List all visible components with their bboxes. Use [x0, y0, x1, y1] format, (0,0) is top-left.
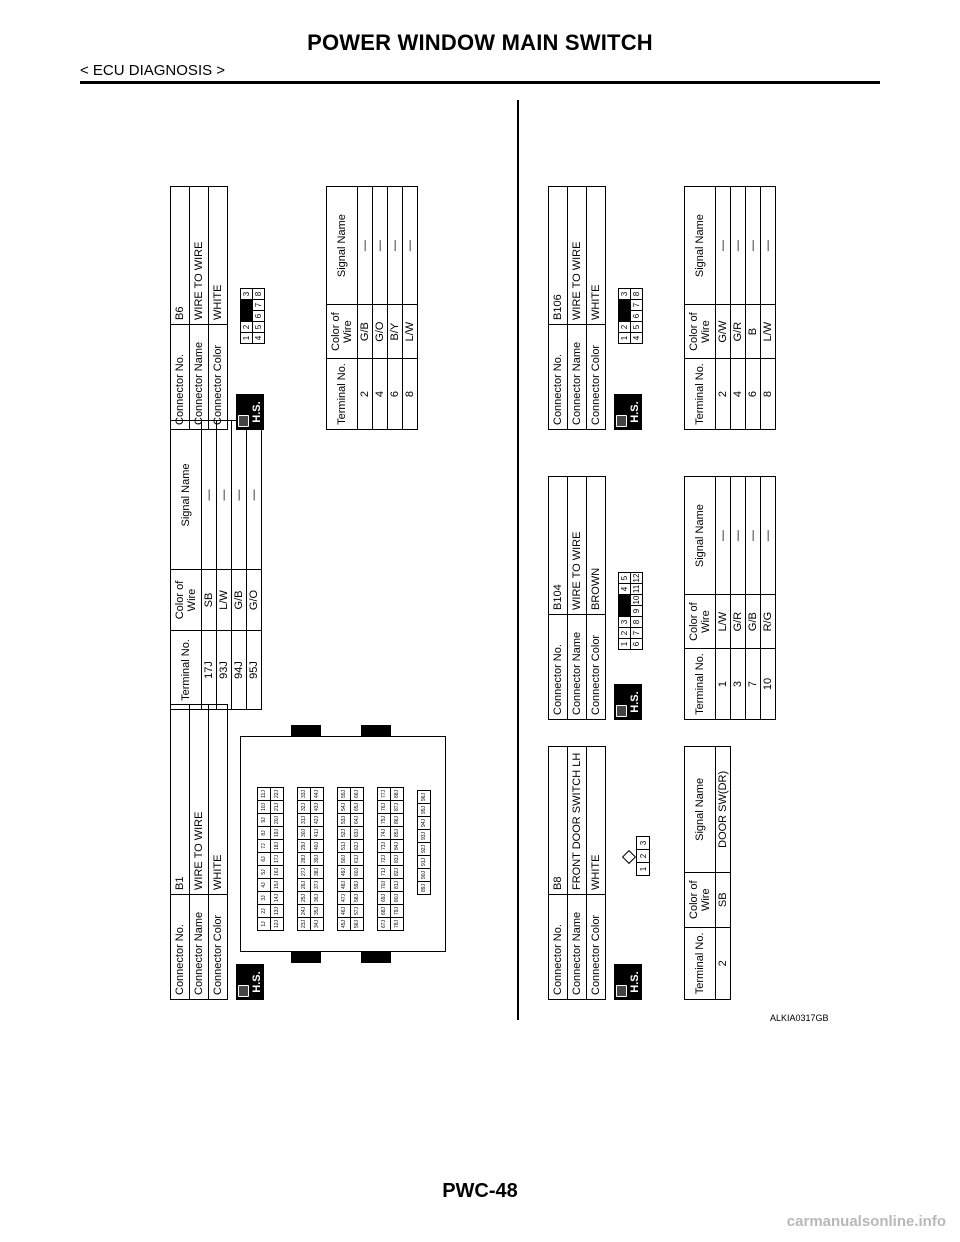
- table-row: 10 R/G —: [761, 477, 776, 720]
- b6-signal-table: Terminal No. Color of Wire Signal Name 2 G/B — 4 G/O — 6 B/Y — 8 L/W —: [326, 186, 418, 430]
- table-row: 4 G/O —: [373, 187, 388, 430]
- table-row: 7 G/B —: [746, 477, 761, 720]
- label-connector-no: Connector No.: [171, 895, 190, 1000]
- b106-connector-info: [548, 186, 606, 430]
- b8-color: WHITE: [587, 747, 606, 895]
- page-title: POWER WINDOW MAIN SWITCH: [307, 30, 653, 55]
- b1-name: WIRE TO WIRE: [190, 705, 209, 895]
- b106-no: B106: [549, 187, 568, 325]
- table-row: 4 G/R —: [731, 187, 746, 430]
- hs-badge: H.S.: [614, 684, 642, 720]
- b1-pin-block: 1J 2J 3J 4J 5J 6J 7J 8J 9J 10J 11J 12J 13J 14J 15J 16J 17J 18J 19J 20J 21J 22J: [257, 787, 284, 931]
- b1-connector-diagram: [240, 736, 446, 952]
- b6-name: WIRE TO WIRE: [190, 187, 209, 325]
- b104-name: WIRE TO WIRE: [568, 477, 587, 615]
- table-row: 8 L/W —: [761, 187, 776, 430]
- table-row: 3 G/R —: [731, 477, 746, 720]
- label-connector-color: Connector Color: [587, 325, 606, 430]
- b104-no: B104: [549, 477, 568, 615]
- watermark: carmanualsonline.info: [786, 1213, 946, 1230]
- connector-tab: [291, 725, 321, 737]
- label-connector-color: Connector Color: [587, 895, 606, 1000]
- column-divider: [517, 100, 519, 1020]
- b8-no: B8: [549, 747, 568, 895]
- table-row: 17J SB —: [202, 421, 217, 710]
- hs-badge: H.S.: [614, 964, 642, 1000]
- header-rule: [80, 81, 880, 84]
- b1-no: B1: [171, 705, 190, 895]
- figure-code: ALKIA0317GB: [770, 1013, 829, 1023]
- label-connector-name: Connector Name: [190, 325, 209, 430]
- b8-name: FRONT DOOR SWITCH LH: [568, 747, 587, 895]
- hs-badge: H.S.: [236, 394, 264, 430]
- b1-pin-block: 89J 90J 91J 92J 93J 94J 95J 96J: [417, 790, 431, 895]
- b1-pin-block: 45J 46J 47J 48J 49J 50J 51J 52J 53J 54J 55J 56J 57J 58J 59J 60J 61J 62J 63J 64J 65J 66J: [337, 787, 364, 931]
- b104-signal-table: Terminal No. Color of Wire Signal Name 1 L/W — 3 G/R — 7 G/B — 10 R/G —: [684, 476, 776, 720]
- breadcrumb: < ECU DIAGNOSIS >: [80, 62, 226, 79]
- b106-signal-table: Terminal No. Color of Wire Signal Name 2 G/W — 4 G/R — 6 B — 8 L/W —: [684, 186, 776, 430]
- hs-badge: H.S.: [236, 964, 264, 1000]
- b8-pin-diagram: 1 2 3: [636, 836, 650, 876]
- label-connector-name: Connector Name: [568, 615, 587, 720]
- connector-icon: [238, 415, 249, 427]
- diamond-lock-icon: [622, 850, 636, 864]
- label-connector-name: Connector Name: [190, 895, 209, 1000]
- label-connector-no: Connector No.: [549, 615, 568, 720]
- b6-no: B6: [171, 187, 190, 325]
- b106-pin-diagram: 1 2 3 4 5 6 7 8: [618, 288, 643, 344]
- b104-connector-info: [548, 476, 606, 720]
- b1-connector-info: [170, 704, 228, 1000]
- panel-b104: [548, 476, 774, 720]
- col-terminal-no: Terminal No.: [171, 631, 202, 710]
- label-connector-name: Connector Name: [568, 895, 587, 1000]
- panel-b106: [548, 186, 774, 430]
- table-row: 95J G/O —: [247, 421, 262, 710]
- table-row: 93J L/W —: [217, 421, 232, 710]
- table-row: 6 B —: [746, 187, 761, 430]
- table-row: 1 L/W —: [716, 477, 731, 720]
- label-connector-no: Connector No.: [549, 895, 568, 1000]
- panel-b1-table: [170, 420, 262, 710]
- b6-connector-info: [170, 186, 228, 430]
- label-connector-color: Connector Color: [587, 615, 606, 720]
- connector-icon: [616, 985, 627, 997]
- connector-icon: [616, 705, 627, 717]
- col-signal-name: Signal Name: [171, 421, 202, 570]
- connector-icon: [238, 985, 249, 997]
- b1-color: WHITE: [209, 705, 228, 895]
- connector-tab: [291, 951, 321, 963]
- connector-icon: [616, 415, 627, 427]
- b8-signal-table: Terminal No. Color of Wire Signal Name 2 SB DOOR SW(DR): [684, 746, 731, 1000]
- b8-connector-info: [548, 746, 606, 1000]
- b6-pin-diagram: 1 2 3 4 5 6 7 8: [240, 288, 265, 344]
- table-row: 94J G/B —: [232, 421, 247, 710]
- connector-tab: [361, 951, 391, 963]
- b104-pin-diagram: 1 2 3 4 5 6 7 8 9 10 11 12: [618, 572, 643, 650]
- b6-color: WHITE: [209, 187, 228, 325]
- table-row: 2 G/B —: [358, 187, 373, 430]
- label-connector-no: Connector No.: [171, 325, 190, 430]
- label-connector-name: Connector Name: [568, 325, 587, 430]
- label-connector-no: Connector No.: [549, 325, 568, 430]
- b1-pin-block: 23J 24J 25J 26J 27J 28J 29J 30J 31J 32J 33J 34J 35J 36J 37J 38J 39J 40J 41J 42J 43J 44J: [297, 787, 324, 931]
- label-connector-color: Connector Color: [209, 895, 228, 1000]
- panel-b6-info: [170, 186, 416, 430]
- panel-b1-info: [170, 704, 427, 1000]
- table-row: 2 SB DOOR SW(DR): [716, 747, 731, 1000]
- table-row: 8 L/W —: [403, 187, 418, 430]
- b106-color: WHITE: [587, 187, 606, 325]
- hs-badge: H.S.: [614, 394, 642, 430]
- b106-name: WIRE TO WIRE: [568, 187, 587, 325]
- col-color-of-wire: Color of Wire: [171, 570, 202, 631]
- label-connector-color: Connector Color: [209, 325, 228, 430]
- b1-signal-table: [170, 420, 262, 710]
- page-number: PWC-48: [442, 1180, 518, 1202]
- b104-color: BROWN: [587, 477, 606, 615]
- b1-pin-block: 67J 68J 69J 70J 71J 72J 73J 74J 75J 76J 77J 78J 79J 80J 81J 82J 83J 84J 85J 86J 87J 88J: [377, 787, 404, 931]
- table-row: 6 B/Y —: [388, 187, 403, 430]
- table-row: 2 G/W —: [716, 187, 731, 430]
- panel-b8: [548, 746, 729, 1000]
- connector-tab: [361, 725, 391, 737]
